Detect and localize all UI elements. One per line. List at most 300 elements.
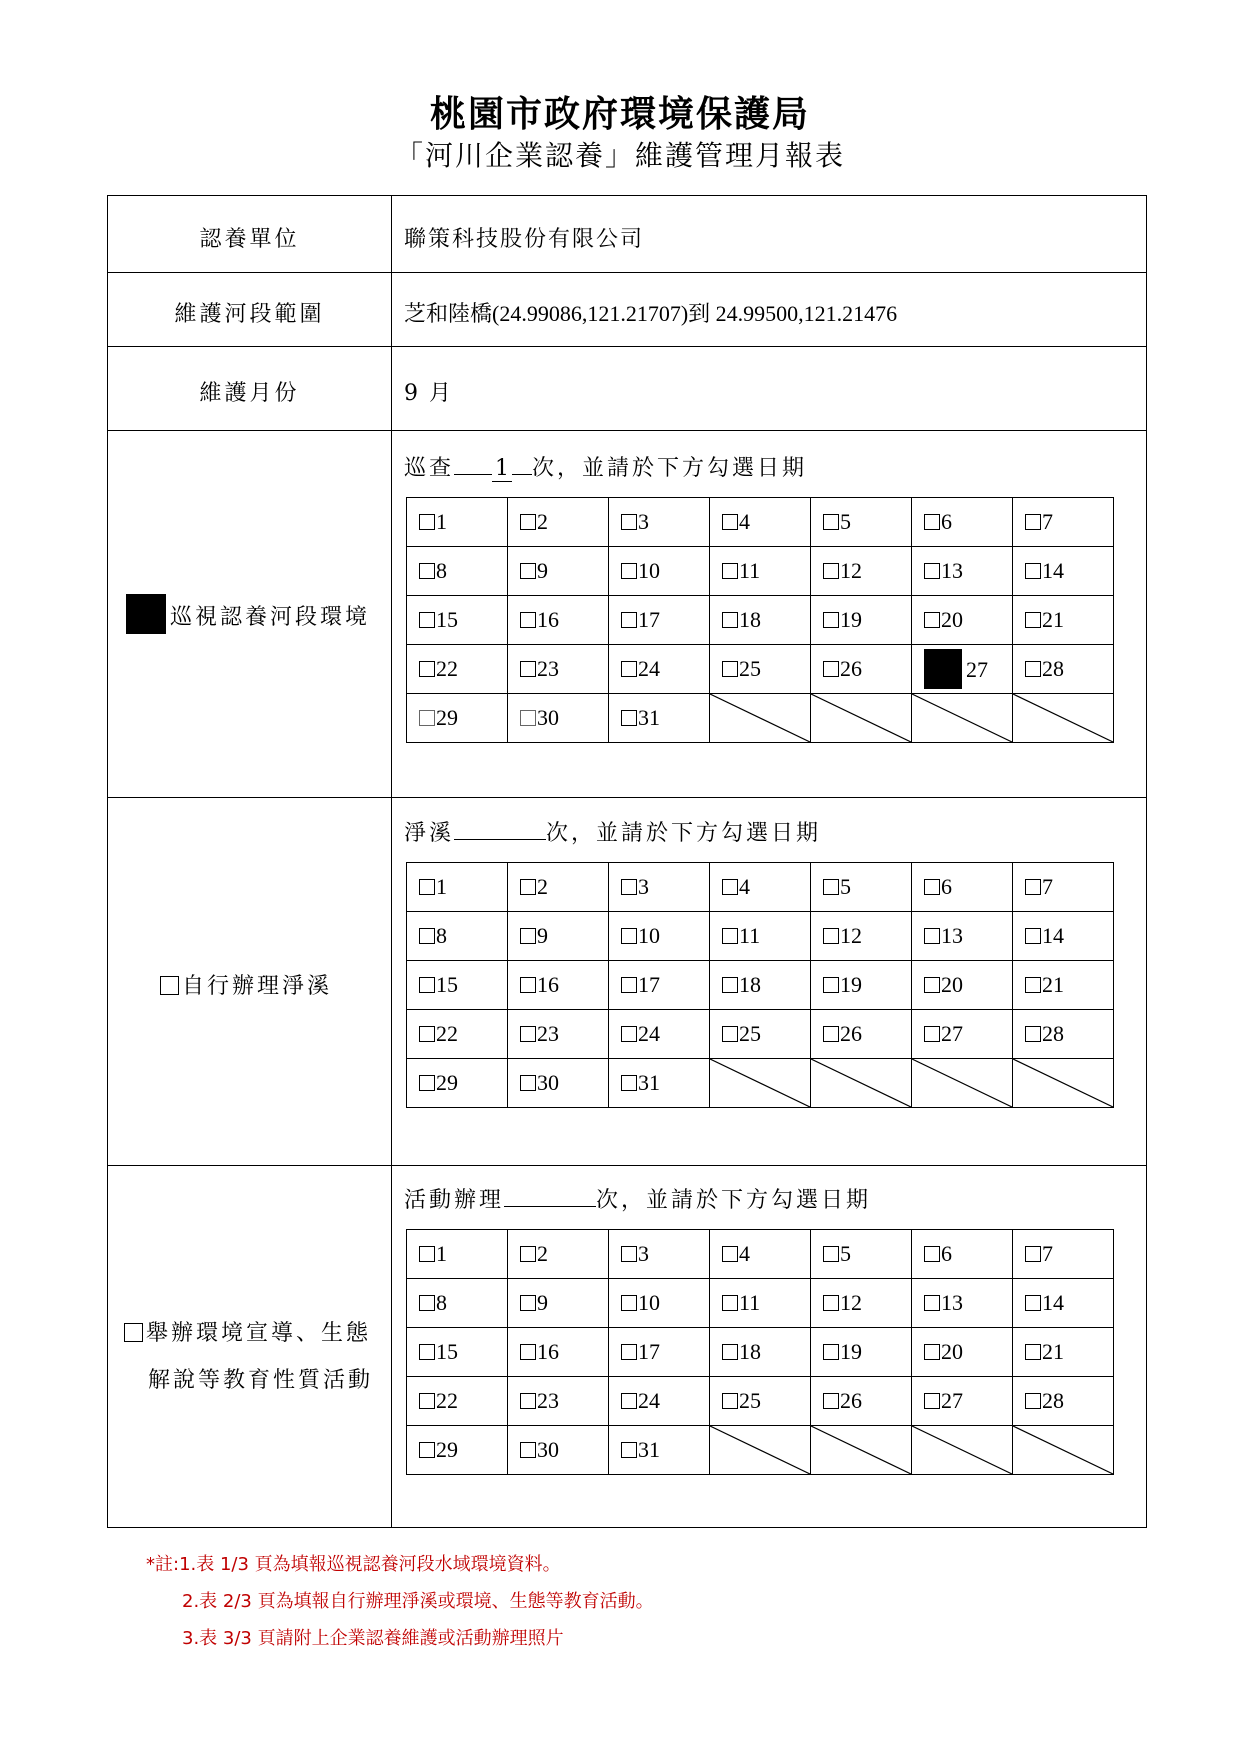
day-cell[interactable] (811, 498, 912, 547)
day-label: 6 (941, 509, 952, 534)
day-label: 23 (537, 656, 559, 681)
checkbox[interactable] (621, 710, 637, 726)
checkbox[interactable] (621, 1393, 637, 1409)
cleanup-section-label[interactable]: 自行辦理淨溪 (160, 969, 400, 1000)
day-label: 30 (537, 1070, 559, 1095)
checkbox[interactable] (621, 928, 637, 944)
checkbox[interactable] (520, 1246, 536, 1262)
day-cell[interactable] (912, 961, 1013, 1010)
day-cell[interactable] (407, 961, 508, 1010)
diagonal-strike (1013, 1426, 1113, 1474)
checkbox[interactable] (1025, 661, 1041, 677)
checkbox[interactable] (924, 879, 940, 895)
day-label: 15 (436, 607, 458, 632)
day-cell[interactable] (407, 1426, 508, 1475)
checkbox[interactable] (419, 1026, 435, 1042)
diagonal-line (912, 1059, 1012, 1107)
calendar-row (407, 596, 1114, 645)
day-cell[interactable] (407, 1279, 508, 1328)
checkbox[interactable] (419, 1075, 435, 1091)
day-label: 27 (941, 1388, 963, 1413)
day-cell[interactable] (811, 1328, 912, 1377)
activity-instruction: 活動辦理 次，並請於下方勾選日期 (404, 1188, 872, 1213)
checkbox[interactable] (520, 710, 536, 726)
checkbox[interactable] (419, 563, 435, 579)
activity-section-label[interactable]: 舉辦環境宣導、生態 解說等教育性質活動 (124, 1310, 394, 1404)
inspection-instruction: 巡查 1 次，並請於下方勾選日期 (404, 456, 808, 481)
checkbox[interactable] (1025, 1295, 1041, 1311)
checkbox[interactable] (520, 1295, 536, 1311)
day-cell[interactable] (609, 1059, 710, 1108)
day-cell[interactable] (710, 645, 811, 694)
checkbox[interactable] (722, 1393, 738, 1409)
checkbox[interactable] (419, 612, 435, 628)
checkbox[interactable] (520, 1442, 536, 1458)
empty-day-cell (710, 1426, 811, 1475)
day-label: 30 (537, 1437, 559, 1462)
diagonal-line (710, 694, 810, 742)
day-cell[interactable] (407, 596, 508, 645)
checkbox[interactable] (520, 928, 536, 944)
day-cell[interactable] (710, 1377, 811, 1426)
day-cell[interactable] (811, 1377, 912, 1426)
checkbox[interactable] (419, 977, 435, 993)
day-label: 18 (739, 1339, 761, 1364)
day-cell[interactable] (609, 1230, 710, 1279)
day-cell[interactable] (912, 1279, 1013, 1328)
diagonal-strike (1013, 1059, 1113, 1107)
checkbox[interactable] (419, 1393, 435, 1409)
day-cell[interactable] (912, 498, 1013, 547)
checkbox[interactable] (924, 928, 940, 944)
day-label: 19 (840, 1339, 862, 1364)
checkbox[interactable] (621, 563, 637, 579)
activity-calendar (406, 1229, 1114, 1475)
day-label: 26 (840, 1021, 862, 1046)
day-cell[interactable] (508, 1377, 609, 1426)
day-cell[interactable] (710, 1010, 811, 1059)
checkbox[interactable] (621, 1344, 637, 1360)
checkbox[interactable] (1025, 1344, 1041, 1360)
day-cell[interactable] (508, 694, 609, 743)
day-cell[interactable] (407, 1328, 508, 1377)
day-label: 5 (840, 874, 851, 899)
day-label: 28 (1042, 1388, 1064, 1413)
day-label: 19 (840, 972, 862, 997)
checkbox[interactable] (823, 879, 839, 895)
empty-day-cell (1013, 1059, 1114, 1108)
day-cell[interactable] (508, 1328, 609, 1377)
checkbox[interactable] (520, 1075, 536, 1091)
day-cell[interactable] (912, 596, 1013, 645)
inspection-count[interactable]: 1 (492, 456, 512, 482)
checkbox[interactable] (722, 879, 738, 895)
day-cell[interactable] (912, 1377, 1013, 1426)
checkbox[interactable] (160, 976, 179, 995)
day-cell[interactable] (1013, 912, 1114, 961)
calendar-row (407, 1328, 1114, 1377)
checkbox[interactable] (621, 514, 637, 530)
empty-day-cell (710, 1059, 811, 1108)
checkbox[interactable] (419, 879, 435, 895)
calendar-row (407, 1377, 1114, 1426)
day-label: 10 (638, 558, 660, 583)
day-cell[interactable] (1013, 1010, 1114, 1059)
checkbox[interactable] (722, 661, 738, 677)
diagonal-line (811, 694, 911, 742)
day-cell[interactable] (609, 1279, 710, 1328)
day-cell[interactable] (811, 863, 912, 912)
day-label: 22 (436, 1388, 458, 1413)
checkbox[interactable] (520, 977, 536, 993)
checkbox[interactable] (823, 1344, 839, 1360)
day-cell[interactable] (1013, 1279, 1114, 1328)
diagonal-strike (811, 694, 911, 742)
checkbox[interactable] (520, 1026, 536, 1042)
footnote: 3.表 3/3 頁請附上企業認養維護或活動辦理照片 (182, 1628, 564, 1649)
checkbox[interactable] (823, 563, 839, 579)
month-label: 維護月份 (199, 381, 300, 406)
day-cell[interactable] (407, 912, 508, 961)
activity-count[interactable] (504, 1206, 596, 1207)
day-label: 8 (436, 923, 447, 948)
day-cell[interactable] (508, 1426, 609, 1475)
day-cell[interactable] (508, 1010, 609, 1059)
day-cell[interactable] (811, 547, 912, 596)
cleanup-instruction: 淨溪 次，並請於下方勾選日期 (404, 821, 822, 846)
checkbox[interactable] (621, 879, 637, 895)
day-cell[interactable] (811, 596, 912, 645)
cleanup-calendar (406, 862, 1114, 1108)
day-cell[interactable] (609, 1010, 710, 1059)
day-label: 11 (739, 558, 761, 583)
day-label: 17 (638, 607, 660, 632)
day-label: 26 (840, 1388, 862, 1413)
checkbox[interactable] (1025, 1026, 1041, 1042)
day-cell[interactable] (1013, 596, 1114, 645)
calendar-row (407, 547, 1114, 596)
day-cell[interactable] (811, 1230, 912, 1279)
day-label: 2 (537, 509, 548, 534)
checkbox[interactable] (124, 1323, 143, 1342)
calendar-row (407, 1230, 1114, 1279)
day-label: 29 (436, 705, 458, 730)
day-cell[interactable] (508, 498, 609, 547)
day-cell[interactable] (609, 961, 710, 1010)
day-cell[interactable] (710, 863, 811, 912)
day-label: 24 (638, 1388, 660, 1413)
day-cell[interactable] (710, 596, 811, 645)
day-cell[interactable] (508, 912, 609, 961)
day-cell[interactable] (1013, 547, 1114, 596)
diagonal-line (1013, 1059, 1113, 1107)
empty-day-cell (1013, 1426, 1114, 1475)
calendar-row (407, 1010, 1114, 1059)
day-cell[interactable] (508, 547, 609, 596)
day-cell[interactable] (710, 961, 811, 1010)
day-cell[interactable] (407, 1010, 508, 1059)
checkbox[interactable] (520, 879, 536, 895)
day-cell[interactable] (609, 1377, 710, 1426)
checkbox[interactable] (1025, 1246, 1041, 1262)
diagonal-strike (912, 694, 1012, 742)
checkbox[interactable] (520, 661, 536, 677)
day-label: 16 (537, 1339, 559, 1364)
checkbox[interactable] (419, 1344, 435, 1360)
inspection-section-label[interactable]: 巡視認養河段環境 (126, 594, 386, 634)
day-label: 30 (537, 705, 559, 730)
day-cell[interactable] (407, 694, 508, 743)
checked-checkbox[interactable] (126, 594, 166, 634)
checkbox[interactable] (924, 612, 940, 628)
diagonal-strike (710, 1426, 810, 1474)
day-cell[interactable] (407, 498, 508, 547)
checkbox[interactable] (621, 1026, 637, 1042)
checkbox[interactable] (823, 1246, 839, 1262)
footnote: 2.表 2/3 頁為填報自行辦理淨溪或環境、生態等教育活動。 (182, 1591, 654, 1612)
empty-day-cell (811, 694, 912, 743)
day-cell[interactable] (508, 961, 609, 1010)
day-cell[interactable] (811, 645, 912, 694)
checkbox[interactable] (419, 1246, 435, 1262)
day-label: 20 (941, 607, 963, 632)
checkbox[interactable] (1025, 1393, 1041, 1409)
diagonal-strike (912, 1059, 1012, 1107)
day-label: 7 (1042, 874, 1053, 899)
day-label: 6 (941, 874, 952, 899)
day-cell[interactable] (508, 645, 609, 694)
day-cell[interactable] (407, 547, 508, 596)
adopter-label: 認養單位 (199, 227, 300, 252)
day-cell[interactable] (811, 912, 912, 961)
checkbox[interactable] (722, 928, 738, 944)
checkbox[interactable] (924, 1246, 940, 1262)
day-cell[interactable] (710, 547, 811, 596)
checkbox[interactable] (1025, 514, 1041, 530)
day-label: 16 (537, 607, 559, 632)
day-cell[interactable] (1013, 1230, 1114, 1279)
day-cell[interactable] (407, 645, 508, 694)
river-range-value[interactable]: 芝和陸橋(24.99086,121.21707)到 24.99500,121.21476 (404, 301, 898, 326)
diagonal-line (710, 1059, 810, 1107)
checkbox[interactable] (621, 977, 637, 993)
day-label: 29 (436, 1070, 458, 1095)
empty-day-cell (912, 1059, 1013, 1108)
day-cell[interactable] (407, 863, 508, 912)
diagonal-line (811, 1059, 911, 1107)
adopter-value[interactable]: 聯策科技股份有限公司 (404, 227, 645, 252)
day-cell[interactable] (407, 1059, 508, 1108)
day-cell[interactable] (508, 1279, 609, 1328)
day-cell[interactable] (609, 1328, 710, 1377)
calendar-row (407, 961, 1114, 1010)
empty-day-cell (912, 694, 1013, 743)
day-cell[interactable] (609, 863, 710, 912)
diagonal-line (811, 1426, 911, 1474)
month-value[interactable]: 9 月 (404, 381, 453, 406)
checkbox[interactable] (621, 661, 637, 677)
checkbox[interactable] (924, 1026, 940, 1042)
day-cell[interactable] (710, 912, 811, 961)
checkbox[interactable] (823, 928, 839, 944)
checkbox[interactable] (419, 514, 435, 530)
calendar-row (407, 1426, 1114, 1475)
day-cell[interactable] (609, 498, 710, 547)
day-cell[interactable] (609, 645, 710, 694)
checkbox[interactable] (924, 563, 940, 579)
checkbox[interactable] (419, 928, 435, 944)
checkbox[interactable] (722, 514, 738, 530)
checkbox[interactable] (1025, 879, 1041, 895)
day-cell[interactable] (811, 961, 912, 1010)
checkbox[interactable] (419, 710, 435, 726)
checkbox[interactable] (1025, 612, 1041, 628)
day-cell[interactable] (912, 645, 1013, 694)
day-cell[interactable] (912, 863, 1013, 912)
day-cell[interactable] (1013, 645, 1114, 694)
day-cell[interactable] (811, 1279, 912, 1328)
checkbox[interactable] (520, 612, 536, 628)
day-cell[interactable] (811, 1010, 912, 1059)
day-cell[interactable] (710, 1230, 811, 1279)
day-cell[interactable] (508, 1230, 609, 1279)
day-label: 27 (966, 657, 988, 682)
checkbox[interactable] (823, 661, 839, 677)
checkbox[interactable] (722, 1295, 738, 1311)
checkbox[interactable] (823, 1026, 839, 1042)
checkbox[interactable] (823, 1393, 839, 1409)
day-cell[interactable] (508, 1059, 609, 1108)
checkbox[interactable] (520, 1393, 536, 1409)
checkbox[interactable] (924, 1295, 940, 1311)
checkbox[interactable] (722, 977, 738, 993)
day-cell[interactable] (609, 596, 710, 645)
checkbox[interactable] (419, 661, 435, 677)
checkbox[interactable] (924, 977, 940, 993)
checkbox[interactable] (924, 1344, 940, 1360)
empty-day-cell (811, 1059, 912, 1108)
day-cell[interactable] (1013, 1377, 1114, 1426)
empty-day-cell (1013, 694, 1114, 743)
checked-checkbox[interactable] (924, 649, 962, 689)
day-cell[interactable] (912, 1230, 1013, 1279)
checkbox[interactable] (621, 1295, 637, 1311)
day-label: 2 (537, 1241, 548, 1266)
checkbox[interactable] (823, 612, 839, 628)
day-label: 17 (638, 1339, 660, 1364)
checkbox[interactable] (924, 1393, 940, 1409)
day-label: 17 (638, 972, 660, 997)
checkbox[interactable] (621, 1075, 637, 1091)
day-label: 23 (537, 1388, 559, 1413)
diagonal-strike (710, 1059, 810, 1107)
day-cell[interactable] (609, 1426, 710, 1475)
day-cell[interactable] (912, 912, 1013, 961)
checkbox[interactable] (722, 1344, 738, 1360)
footnote: *註:1.表 1/3 頁為填報巡視認養河段水域環境資料。 (146, 1554, 561, 1575)
diagonal-strike (811, 1059, 911, 1107)
day-label: 13 (941, 558, 963, 583)
checkbox[interactable] (1025, 563, 1041, 579)
diagonal-strike (912, 1426, 1012, 1474)
empty-day-cell (710, 694, 811, 743)
day-label: 8 (436, 1290, 447, 1315)
day-cell[interactable] (710, 1328, 811, 1377)
day-cell[interactable] (609, 912, 710, 961)
day-cell[interactable] (508, 863, 609, 912)
day-label: 28 (1042, 1021, 1064, 1046)
cleanup-count[interactable] (454, 839, 546, 840)
checkbox[interactable] (823, 977, 839, 993)
diagonal-line (1013, 694, 1113, 742)
checkbox[interactable] (520, 514, 536, 530)
checkbox[interactable] (520, 563, 536, 579)
day-cell[interactable] (1013, 863, 1114, 912)
day-cell[interactable] (912, 547, 1013, 596)
checkbox[interactable] (419, 1295, 435, 1311)
checkbox[interactable] (621, 612, 637, 628)
inspection-calendar (406, 497, 1114, 743)
day-label: 15 (436, 1339, 458, 1364)
diagonal-line (912, 694, 1012, 742)
day-label: 31 (638, 705, 660, 730)
day-cell[interactable] (710, 498, 811, 547)
checkbox[interactable] (924, 514, 940, 530)
day-label: 1 (436, 1241, 447, 1266)
calendar-row (407, 912, 1114, 961)
checkbox[interactable] (722, 563, 738, 579)
day-cell[interactable] (609, 547, 710, 596)
checkbox[interactable] (621, 1246, 637, 1262)
day-cell[interactable] (609, 694, 710, 743)
day-cell[interactable] (912, 1328, 1013, 1377)
checkbox[interactable] (419, 1442, 435, 1458)
day-label: 21 (1042, 972, 1064, 997)
checkbox[interactable] (722, 612, 738, 628)
day-cell[interactable] (508, 596, 609, 645)
calendar-row (407, 645, 1114, 694)
checkbox[interactable] (823, 1295, 839, 1311)
checkbox[interactable] (722, 1026, 738, 1042)
checkbox[interactable] (823, 514, 839, 530)
day-label: 18 (739, 607, 761, 632)
checkbox[interactable] (520, 1344, 536, 1360)
day-label: 9 (537, 923, 548, 948)
row-divider (108, 797, 1146, 798)
checkbox[interactable] (722, 1246, 738, 1262)
calendar-row (407, 863, 1114, 912)
day-cell[interactable] (912, 1010, 1013, 1059)
checkbox[interactable] (1025, 928, 1041, 944)
day-label: 20 (941, 1339, 963, 1364)
day-cell[interactable] (407, 1230, 508, 1279)
day-cell[interactable] (407, 1377, 508, 1426)
day-label: 25 (739, 1388, 761, 1413)
river-range-label: 維護河段範圍 (174, 302, 325, 327)
day-cell[interactable] (710, 1279, 811, 1328)
checkbox[interactable] (1025, 977, 1041, 993)
row-divider (108, 346, 1146, 347)
day-label: 23 (537, 1021, 559, 1046)
checkbox[interactable] (621, 1442, 637, 1458)
day-label: 3 (638, 874, 649, 899)
day-cell[interactable] (1013, 1328, 1114, 1377)
day-cell[interactable] (1013, 498, 1114, 547)
report-form (107, 195, 1147, 1528)
day-label: 28 (1042, 656, 1064, 681)
day-cell[interactable] (1013, 961, 1114, 1010)
day-label: 15 (436, 972, 458, 997)
